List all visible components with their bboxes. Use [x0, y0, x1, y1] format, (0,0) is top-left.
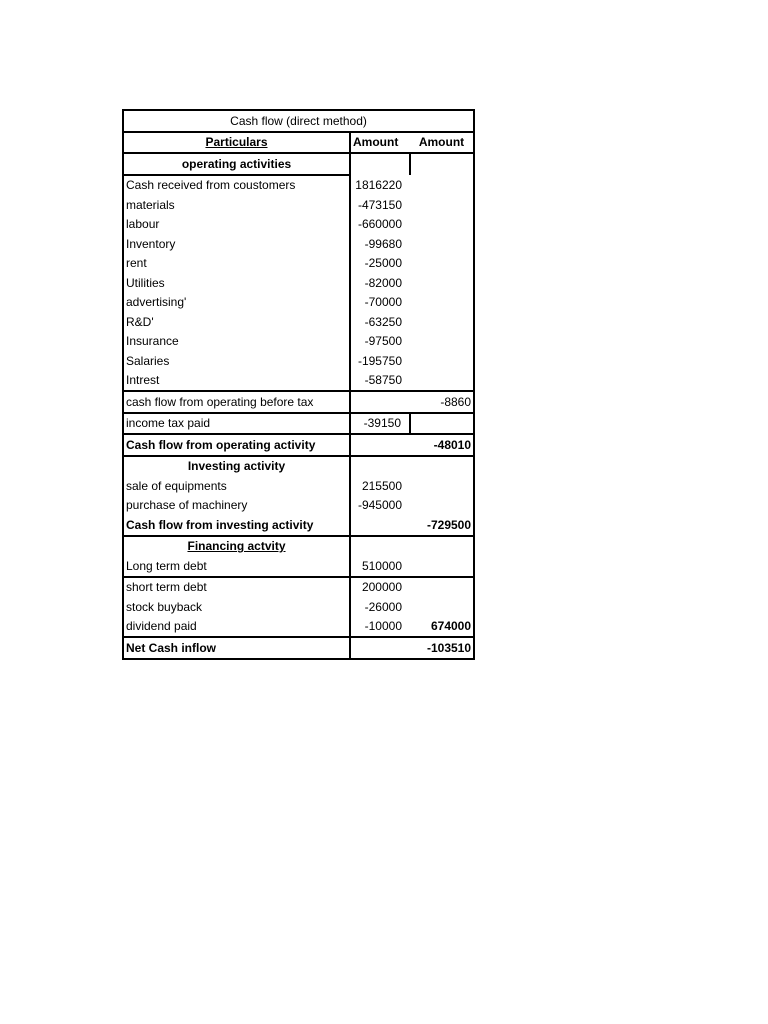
table-row — [123, 332, 474, 352]
operating-total: -48010 — [410, 434, 474, 456]
row-label: Intrest — [123, 371, 350, 392]
total-row — [123, 434, 474, 456]
row-label: sale of equipments — [123, 476, 350, 496]
financing-total: 674000 — [410, 617, 474, 638]
row-amount: -473150 — [357, 197, 402, 212]
tax-row — [123, 413, 474, 435]
row-amount: -82000 — [364, 275, 402, 290]
table-row — [123, 597, 474, 617]
financing-heading: Financing actvity — [123, 536, 350, 557]
before-tax-total: -8860 — [410, 391, 474, 413]
tax-amount: -39150 — [350, 413, 410, 435]
row-amount: -58750 — [364, 373, 402, 388]
table-row — [123, 476, 474, 496]
tax-label: income tax paid — [123, 413, 350, 435]
row-label: materials — [123, 195, 350, 215]
amount-header-2: Amount — [410, 132, 474, 154]
row-amount: 200000 — [361, 580, 402, 595]
table-row — [123, 195, 474, 215]
table-row — [123, 351, 474, 371]
table-title: Cash flow (direct method) — [123, 110, 474, 132]
row-label: Utilities — [123, 273, 350, 293]
row-amount: -660000 — [357, 217, 402, 232]
row-amount: -945000 — [357, 498, 402, 513]
investing-total-label: Cash flow from investing activity — [123, 515, 350, 536]
row-label: dividend paid — [123, 617, 350, 638]
table-row — [123, 617, 474, 638]
section-heading-row — [123, 456, 474, 477]
row-amount: -63250 — [364, 314, 402, 329]
row-amount: 215500 — [361, 478, 402, 493]
table-row — [123, 496, 474, 516]
header-row — [123, 132, 474, 154]
table-row — [123, 371, 474, 392]
net-label: Net Cash inflow — [123, 637, 350, 659]
row-label: R&D' — [123, 312, 350, 332]
row-label: advertising' — [123, 293, 350, 313]
row-label: Insurance — [123, 332, 350, 352]
net-total: -103510 — [410, 637, 474, 659]
row-amount: -195750 — [357, 353, 402, 368]
operating-total-label: Cash flow from operating activity — [123, 434, 350, 456]
cash-flow-table — [122, 109, 475, 660]
row-amount: -97500 — [364, 334, 402, 349]
section-heading-row — [123, 536, 474, 557]
investing-total: -729500 — [410, 515, 474, 536]
row-amount: -70000 — [364, 295, 402, 310]
particulars-header: Particulars — [123, 132, 350, 154]
amount-header-1: Amount — [350, 132, 410, 154]
table-row — [123, 293, 474, 313]
row-amount: -99680 — [364, 236, 402, 251]
row-label: purchase of machinery — [123, 496, 350, 516]
table-row — [123, 234, 474, 254]
before-tax-label: cash flow from operating before tax — [123, 391, 350, 413]
investing-heading: Investing activity — [123, 456, 350, 477]
table-row — [123, 175, 474, 196]
row-amount: -26000 — [364, 599, 402, 614]
row-label: labour — [123, 215, 350, 235]
table-row — [123, 254, 474, 274]
row-amount: 510000 — [350, 556, 410, 577]
row-label: short term debt — [123, 577, 350, 598]
net-row — [123, 637, 474, 659]
table-row — [123, 312, 474, 332]
row-label: Long term debt — [123, 556, 350, 577]
subtotal-row — [123, 391, 474, 413]
section-heading-row — [123, 153, 474, 175]
operating-heading: operating activities — [123, 153, 350, 175]
row-amount: 1816220 — [355, 177, 402, 192]
table-row — [123, 556, 474, 577]
row-amount: -10000 — [350, 617, 410, 638]
table-row — [123, 273, 474, 293]
total-row — [123, 515, 474, 536]
row-label: Salaries — [123, 351, 350, 371]
table-row — [123, 577, 474, 598]
row-label: rent — [123, 254, 350, 274]
row-amount: -25000 — [364, 256, 402, 271]
row-label: Inventory — [123, 234, 350, 254]
row-label: Cash received from coustomers — [123, 175, 350, 196]
title-row — [123, 110, 474, 132]
table-row — [123, 215, 474, 235]
row-label: stock buyback — [123, 597, 350, 617]
